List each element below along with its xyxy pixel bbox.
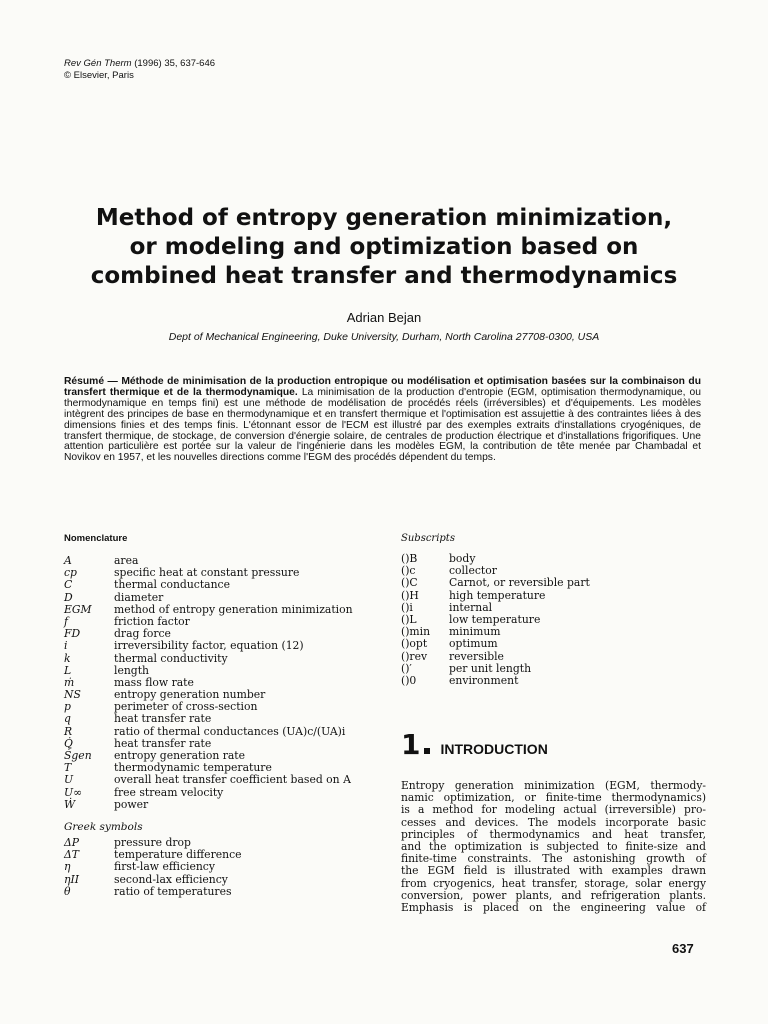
entry-definition: friction factor: [114, 614, 190, 628]
entry-symbol: T: [64, 761, 72, 775]
paragraph-line: cesses and devices. The models incorporate basic: [401, 815, 706, 829]
entry-symbol: ṁ: [64, 675, 75, 689]
entry-definition: thermal conductivity: [114, 651, 228, 665]
entry-symbol: ()rev: [401, 649, 428, 663]
paragraph-line: and the optimization is subjected to finite-size and: [401, 840, 706, 854]
greek-symbols-heading: Greek symbols: [64, 820, 143, 833]
entry-symbol: θ: [64, 884, 71, 898]
entry-definition: per unit length: [449, 661, 532, 675]
paragraph-line: Emphasis is placed on the engineering value of: [401, 901, 706, 915]
subscript-entry: [401, 590, 706, 602]
paragraph-line: from cryogenics, heat transfer, storage, solar energy: [401, 876, 706, 890]
entry-definition: collector: [449, 564, 497, 578]
entry-symbol: q: [64, 712, 71, 726]
nomenclature-entry: [64, 861, 364, 873]
journal-name: Rev Gén Therm: [64, 58, 132, 69]
entry-symbol: ΔP: [64, 835, 80, 849]
entry-symbol: p: [64, 700, 71, 714]
entry-symbol: ()0: [401, 673, 417, 687]
entry-symbol: L: [64, 663, 72, 677]
title-line-1: Method of entropy generation minimization,: [95, 205, 673, 231]
entry-definition: environment: [449, 673, 519, 687]
entry-symbol: i: [64, 639, 68, 653]
subscript-entry: [401, 663, 706, 675]
entry-definition: ratio of thermal conductances (UA)c/(UA)i: [114, 724, 346, 738]
entry-symbol: ΔT: [64, 848, 79, 862]
entry-symbol: ()′: [401, 661, 412, 675]
nomenclature-entry: [64, 713, 364, 725]
nomenclature-entry: [64, 640, 364, 652]
entry-definition: pressure drop: [114, 835, 191, 849]
entry-definition: thermal conductance: [114, 578, 230, 592]
section-number: 1: [401, 728, 421, 761]
nomenclature-entry: [64, 774, 364, 786]
paragraph-line: principles of thermodynamics and heat transfer,: [401, 827, 706, 841]
entry-symbol: U: [64, 773, 74, 787]
entry-symbol: ()i: [401, 600, 413, 614]
entry-definition: second-lax efficiency: [114, 872, 228, 886]
author-affiliation: Dept of Mechanical Engineering, Duke University, Durham, North Carolina 27708-0300, USA: [168, 331, 600, 343]
subscript-entry: [401, 638, 706, 650]
entry-definition: drag force: [114, 627, 171, 641]
entry-definition: free stream velocity: [114, 785, 224, 799]
entry-definition: overall heat transfer coefficient based on A: [114, 773, 351, 787]
journal-citation: [64, 58, 215, 82]
page-number: 637: [672, 941, 694, 956]
entry-symbol: Ẇ: [64, 797, 76, 811]
subscripts-list: [401, 553, 706, 687]
nomenclature-entry: [64, 701, 364, 713]
entry-symbol: Ṡgen: [64, 749, 92, 762]
entry-symbol: ()min: [401, 625, 431, 639]
nomenclature-entry: [64, 874, 364, 886]
entry-definition: ratio of temperatures: [114, 884, 232, 898]
entry-definition: length: [114, 663, 150, 677]
nomenclature-entry: [64, 604, 364, 616]
paragraph-line: is a method for modeling actual (irreversible) pro-: [401, 803, 706, 817]
subscript-entry: [401, 675, 706, 687]
entry-symbol: Q̇: [64, 736, 73, 750]
nomenclature-column: [64, 533, 364, 898]
entry-symbol: A: [64, 554, 72, 567]
resume-abstract: [64, 377, 701, 464]
entry-definition: internal: [449, 600, 493, 614]
author-name: Adrian Bejan: [346, 310, 422, 325]
entry-symbol: ()c: [401, 564, 416, 578]
entry-symbol: NS: [64, 688, 81, 702]
journal-issue: (1996) 35, 637-646: [134, 58, 216, 69]
entry-definition: entropy generation number: [114, 688, 266, 702]
subscript-entry: [401, 651, 706, 663]
subscript-entry: [401, 614, 706, 626]
entry-symbol: C: [64, 578, 73, 592]
entry-definition: reversible: [449, 649, 504, 663]
nomenclature-entry: [64, 653, 364, 665]
entry-symbol: FD: [64, 627, 81, 641]
nomenclature-entry: [64, 665, 364, 677]
subscripts-column: [401, 533, 706, 687]
nomenclature-entry: [64, 592, 364, 604]
greek-symbols-list: [64, 837, 364, 898]
entry-symbol: k: [64, 651, 71, 665]
entry-definition: optimum: [449, 637, 498, 651]
nomenclature-entry: [64, 579, 364, 591]
title-line-2: or modeling and optimization based on: [129, 234, 639, 260]
subscript-entry: [401, 553, 706, 565]
entry-definition: thermodynamic temperature: [114, 761, 272, 775]
entry-definition: entropy generation rate: [114, 749, 246, 762]
entry-symbol: D: [64, 590, 73, 604]
nomenclature-entry: [64, 726, 364, 738]
subscript-entry: [401, 577, 706, 589]
entry-definition: high temperature: [449, 588, 546, 602]
paragraph-line: finite-time constraints. The astonishing growth of: [401, 852, 706, 866]
entry-definition: body: [449, 552, 476, 565]
entry-symbol: ()opt: [401, 637, 428, 651]
entry-definition: heat transfer rate: [114, 712, 212, 726]
entry-symbol: ()H: [401, 588, 419, 602]
entry-symbol: f: [64, 614, 68, 628]
title-line-3: combined heat transfer and thermodynamics: [90, 263, 678, 289]
section-bullet: [424, 748, 430, 754]
entry-definition: Carnot, or reversible part: [449, 576, 590, 590]
entry-definition: power: [114, 797, 149, 811]
entry-symbol: EGM: [64, 602, 92, 616]
nomenclature-entry: [64, 886, 364, 898]
nomenclature-heading: Nomenclature: [64, 533, 128, 544]
entry-symbol: ()B: [401, 552, 418, 565]
entry-symbol: U∞: [64, 785, 83, 799]
entry-definition: irreversibility factor, equation (12): [114, 639, 304, 653]
entry-definition: diameter: [114, 590, 164, 604]
entry-definition: method of entropy generation minimization: [114, 602, 353, 616]
entry-definition: area: [114, 554, 139, 567]
nomenclature-list: [64, 555, 364, 811]
entry-definition: specific heat at constant pressure: [114, 566, 300, 580]
subscript-entry: [401, 626, 706, 638]
entry-definition: first-law efficiency: [114, 860, 215, 874]
introduction-heading: [401, 728, 548, 761]
entry-symbol: R: [64, 724, 73, 738]
entry-symbol: ηII: [64, 872, 79, 886]
entry-symbol: ()C: [401, 576, 418, 590]
paragraph-line: conversion, power plants, and refrigeration plants.: [401, 888, 706, 902]
paragraph-line: Entropy generation minimization (EGM, thermody-: [401, 779, 706, 792]
subscript-entry: [401, 602, 706, 614]
resume-body: La minimisation de la production d'entropie (EGM, optimisation thermodynamique, ou thermodynamique en temps fini) est une méthode de modélisation de procédés réels (irréversibles) et d'équipements. Les modèles intègrent des principes de base en thermodynamique et en transfert thermique et l'optimisation est assujettie à des contraintes liées à des dimensions finies et des temps finis. L'étonnant essor de l'ECM est illustré par des exemples extraits d'installations cryogéniques, de transfert thermique, de stockage, de conversion d'énergie solaire, de centrales de production électrique et d'installations frigorifiques. Une attention particulière est portée sur la valeur de l'ingénierie dans les modèles EGM, la contribution de tête menée par Chambadal et Novikov en 1957, et les nouvelles directions comme l'EGM des procédés dépendent du temps.: [64, 386, 701, 464]
entry-definition: mass flow rate: [114, 675, 194, 689]
article-title: [40, 204, 728, 291]
entry-symbol: cp: [64, 566, 77, 580]
nomenclature-entry: [64, 799, 364, 811]
entry-definition: temperature difference: [114, 848, 242, 862]
entry-symbol: ()L: [401, 612, 417, 626]
subscripts-heading: Subscripts: [401, 533, 455, 544]
paragraph-line: namic optimization, or finite-time thermodynamics): [401, 791, 706, 805]
publisher: © Elsevier, Paris: [64, 70, 134, 81]
nomenclature-entry: [64, 787, 364, 799]
nomenclature-entry: [64, 616, 364, 628]
entry-definition: minimum: [449, 625, 501, 639]
entry-symbol: η: [64, 860, 71, 874]
introduction-paragraph: [401, 780, 706, 914]
section-title: INTRODUCTION: [440, 741, 548, 757]
paragraph-line: the EGM field is illustrated with examples drawn: [401, 864, 706, 878]
resume-lead: Résumé — Méthode de minimisation de la production entropique ou modélisation et optimisation basées sur la combinaison du transfert thermique et de la thermodynamique.: [64, 376, 701, 398]
entry-definition: perimeter of cross-section: [114, 700, 258, 714]
entry-definition: low temperature: [449, 612, 541, 626]
entry-definition: heat transfer rate: [114, 736, 212, 750]
